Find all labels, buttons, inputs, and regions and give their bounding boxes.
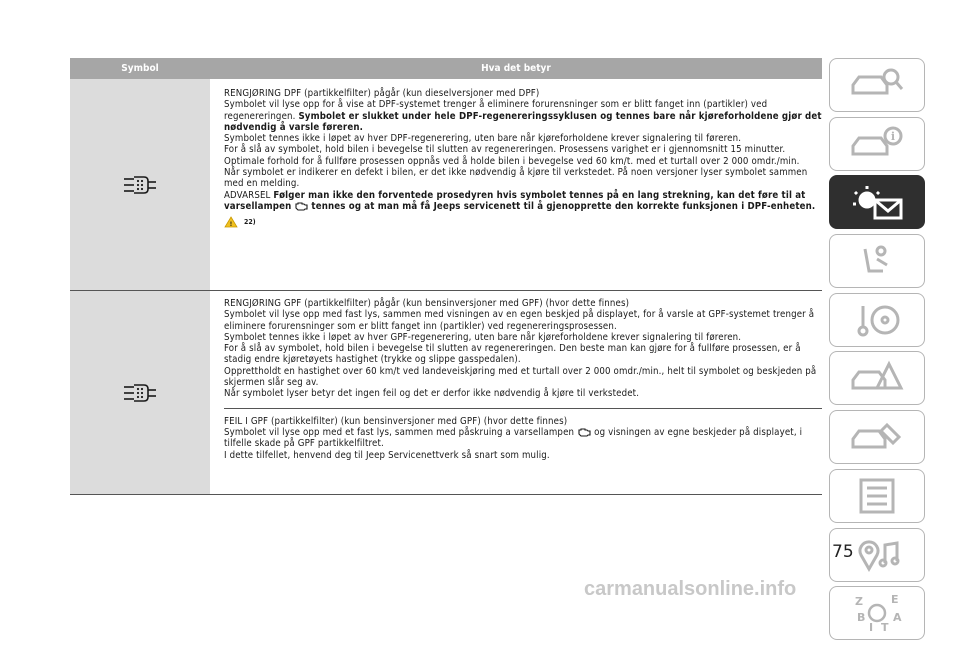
svg-text:i: i (890, 129, 896, 143)
symbol-cell-dpf (70, 79, 210, 290)
gpf-failure-paragraph-2: I dette tilfellet, henvend deg til Jeep Servicenettverk så snart som mulig. (224, 449, 550, 461)
dpf-p1-bold: Symbolet er slukket under hele DPF-regenereringssyklusen og tennes bare når kjøreforholdene gjør det nødvendig å varsle føreren. (224, 110, 822, 133)
svg-text:T: T (881, 621, 889, 635)
car-search-icon (847, 65, 907, 105)
gpf-paragraph-5: Når symbolet lyser betyr det ingen feil og det er derfor ikke nødvendig å kjøre til verkstedet. (224, 388, 640, 400)
svg-text:!: ! (229, 221, 233, 229)
dpf-p1-text: Symbolet vil lyse opp for å vise at DPF-systemet trenger å eliminere forurensninger som er blitt fanget inn (partikler) ved regenereringen. (224, 99, 768, 122)
gpf-title: RENGJØRING GPF (partikkelfilter) pågår (kun bensinversjoner med GPF) (hvor dette finnes) (224, 298, 630, 309)
watermark: carmanualsonline.info (584, 578, 797, 600)
description-cell-dpf (210, 79, 822, 290)
car-emergency-icon (847, 358, 907, 398)
dpf-title: RENGJØRING DPF (partikkelfilter) pågår (kun dieselversjoner med DPF) (224, 88, 540, 99)
note-ref-number: 22) (244, 218, 256, 227)
gpf-failure-title: FEIL I GPF (partikkelfilter) (kun bensinversjoner med GPF) (hvor dette finnes) (224, 415, 568, 427)
warning-label: ADVARSEL (224, 189, 274, 201)
svg-text:I: I (869, 621, 874, 635)
warning-bold-2: tennes og at man må få Jeeps servicenett til å gjenopprette den korrekte funksjonen i DPF-enheten. (311, 200, 816, 212)
tab-emergency[interactable] (829, 351, 925, 405)
table-row-dpf (70, 79, 822, 291)
tab-car-info[interactable] (829, 117, 925, 171)
note-reference (224, 216, 822, 228)
warning-light-message-icon (847, 182, 907, 222)
seat-airbag-icon (847, 241, 907, 281)
gpf-filter-icon (122, 382, 158, 404)
header-meaning: Hva det betyr (481, 63, 551, 74)
tab-technical-data[interactable] (829, 469, 925, 523)
gpf-cleaning-block (224, 291, 822, 400)
tab-safety[interactable] (829, 234, 925, 288)
alphabet-index-icon (847, 591, 907, 635)
table-header (70, 58, 822, 79)
tab-maintenance[interactable] (829, 410, 925, 464)
tab-car-knowledge[interactable] (829, 58, 925, 112)
list-document-icon (847, 476, 907, 516)
caution-triangle-icon (224, 216, 238, 228)
description-cell-gpf (210, 291, 822, 494)
dpf-paragraph-3: For å slå av symbolet, hold bilen i bevegelse til slutten av regenereringen. Prosessens varighet er i gjennomsnitt 15 minutter. Optimale forhold for å fullføre prosessen oppnås ved å holde bilen i bevegelse ved 60 km/t. med et turtall over 2 000 omdr./min. (224, 144, 800, 167)
table-row-gpf (70, 291, 822, 495)
dpf-paragraph-4: Når symbolet er indikerer en defekt i bilen, er det ikke nødvendig å kjøre til verkstedet. På noen versjoner lyser symbolet sammen med en melding. (224, 167, 808, 190)
warning-bold-1: Følger man ikke den forventede prosedyren hvis symbolet tennes på en lang strekning, kan det føre til at varsellampen (224, 189, 806, 212)
key-steering-icon (847, 300, 907, 340)
gpf-paragraph-4: Opprettholdt en hastighet over 60 km/t ved landeveiskjøring med et turtall over 2 000 omdr./min., helt til symbolet og beskjeden på skjermen slår seg av. (224, 365, 817, 389)
dpf-paragraph-1 (224, 99, 822, 133)
gpf-failure-p1a: Symbolet vil lyse opp med et fast lys, sammen med påskruing a varsellampen (224, 426, 575, 438)
svg-text:B: B (857, 611, 866, 625)
svg-text:Z: Z (855, 595, 863, 609)
page-number: 75 (832, 542, 854, 562)
gpf-paragraph-2: Symbolet tennes ikke i løpet av hver GPF-regenerering, uten bare når kjøreforholdene krever signalering til føreren. (224, 331, 742, 343)
tab-index[interactable] (829, 586, 925, 640)
gpf-failure-paragraph-1 (224, 427, 822, 450)
car-service-icon (847, 417, 907, 457)
svg-text:E: E (891, 593, 899, 607)
svg-text:A: A (893, 611, 902, 625)
dpf-filter-icon (122, 174, 158, 196)
location-music-icon (847, 535, 907, 575)
engine-warning-icon (294, 201, 308, 211)
gpf-paragraph-3: For å slå av symbolet, hold bilen i bevegelse til slutten av regenereringen. Den beste man kan gjøre for å fullføre prosessen, er å stadig endre kjøretøyets hastighet (trykke og slippe gasspedalen). (224, 343, 801, 366)
gpf-paragraph-1: Symbolet vil lyse opp med fast lys, sammen med visningen av en egen beskjed på displayet, for å varsle at GPF-systemet trenger å eliminere forurensninger som er blitt fanget inn (partikler) ved regenereringsprosessen. (224, 309, 815, 332)
symbol-cell-gpf (70, 291, 210, 494)
gpf-failure-p1b: og visningen av egne beskjeder på displayet, i tilfelle skade på GPF partikkelfiltret. (224, 426, 803, 450)
symbol-table (70, 58, 822, 495)
gpf-failure-block (224, 408, 822, 461)
header-symbol: Symbol (121, 63, 159, 74)
dpf-paragraph-2: Symbolet tennes ikke i løpet av hver DPF-regenerering, uten bare når kjøreforholdene krever signalering til føreren. (224, 133, 742, 145)
engine-warning-icon (577, 427, 591, 437)
car-info-icon (847, 124, 907, 164)
dpf-warning (224, 190, 822, 213)
tab-starting-driving[interactable] (829, 293, 925, 347)
tab-warning-lights[interactable] (829, 175, 925, 229)
